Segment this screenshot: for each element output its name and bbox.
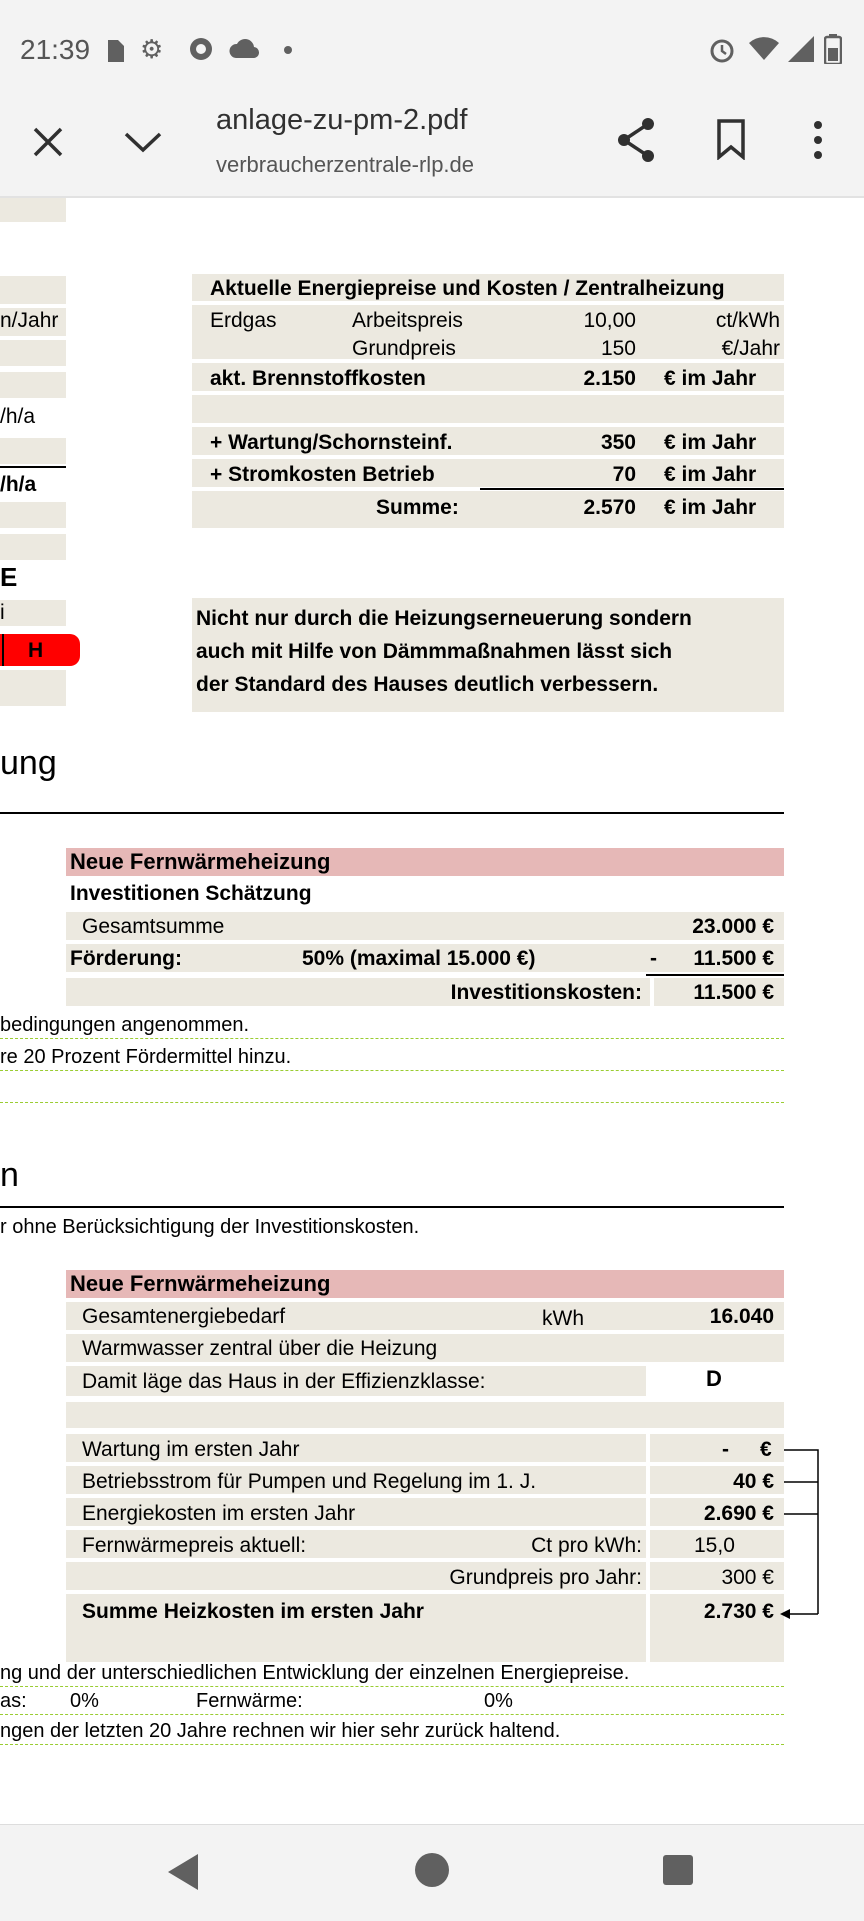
strom-label: + Stromkosten Betrieb xyxy=(210,463,435,486)
foerder-sign: - xyxy=(650,947,657,970)
strom-value: 70 xyxy=(612,463,636,486)
foerder-label: Förderung: xyxy=(70,947,182,970)
klasse-value: D xyxy=(706,1366,722,1391)
close-icon[interactable] xyxy=(30,124,66,160)
sim-card-icon xyxy=(104,38,126,64)
gesamt-label: Gesamtsumme xyxy=(82,915,225,938)
more-notifications-icon xyxy=(284,46,292,54)
section-heading: n xyxy=(0,1156,19,1194)
status-time: 21:39 xyxy=(20,34,91,65)
energie-value: 2.690 € xyxy=(703,1502,774,1525)
left-fragment: /h/a xyxy=(0,405,36,428)
left-cell xyxy=(0,502,66,528)
dashed-rule xyxy=(0,1744,784,1745)
gesamt-value: 23.000 € xyxy=(692,915,774,938)
cloud-icon xyxy=(228,38,260,60)
row-gap xyxy=(192,423,784,427)
left-cell xyxy=(0,340,66,366)
investment-subtitle: Investitionen Schätzung xyxy=(70,882,312,905)
wartung-label: Wartung im ersten Jahr xyxy=(82,1438,300,1461)
wifi-icon xyxy=(748,36,780,62)
note-text: re 20 Prozent Fördermittel hinzu. xyxy=(0,1046,292,1068)
summe-unit: € im Jahr xyxy=(664,496,757,519)
foerder-value: 11.500 € xyxy=(693,947,774,970)
strom-value: 40 € xyxy=(733,1470,774,1493)
note-line-3: der Standard des Hauses deutlich verbessern. xyxy=(196,673,659,696)
chrome-icon xyxy=(188,36,214,62)
sum-bracket-arrow xyxy=(776,1438,836,1628)
brennstoff-unit: € im Jahr xyxy=(664,367,757,390)
investment-title: Neue Fernwärmeheizung xyxy=(70,849,331,874)
bedarf-value: 16.040 xyxy=(709,1305,774,1328)
wartung-unit: € im Jahr xyxy=(664,431,757,454)
left-cell xyxy=(0,276,66,304)
price-trend-gas-value: 0% xyxy=(70,1690,99,1712)
document-title: anlage-zu-pm-2.pdf xyxy=(216,104,468,136)
battery-icon xyxy=(824,34,842,64)
summe-value: 2.730 € xyxy=(703,1600,774,1623)
grundpreis-label: Grundpreis xyxy=(352,337,456,360)
pdf-page[interactable] xyxy=(0,198,864,1824)
divider xyxy=(0,466,66,468)
summe-label: Summe Heizkosten im ersten Jahr xyxy=(82,1600,424,1623)
wartung-unit: € xyxy=(760,1438,772,1461)
bedarf-label: Gesamtenergiebedarf xyxy=(82,1305,286,1328)
note-line-2: auch mit Hilfe von Dämmmaßnahmen lässt sich xyxy=(196,640,673,663)
grund-label: Grundpreis pro Jahr: xyxy=(449,1566,642,1589)
brennstoff-label: akt. Brennstoffkosten xyxy=(210,367,426,390)
energie-label: Energiekosten im ersten Jahr xyxy=(82,1502,356,1525)
dashed-rule xyxy=(0,1102,784,1103)
back-icon[interactable] xyxy=(164,1852,200,1892)
alarm-icon xyxy=(708,36,736,64)
price-trend-district-label: Fernwärme: xyxy=(196,1690,303,1712)
dashed-rule xyxy=(0,1714,784,1715)
home-icon[interactable] xyxy=(414,1852,450,1888)
dashed-rule xyxy=(0,1686,784,1687)
left-fragment: n/Jahr xyxy=(0,308,66,336)
left-fragment: i xyxy=(0,600,66,626)
note-text: ng und der unterschiedlichen Entwicklung der einzelnen Energiepreise. xyxy=(0,1662,630,1684)
left-cell xyxy=(0,198,66,222)
bookmark-icon[interactable] xyxy=(714,118,748,160)
arbeitspreis-label: Arbeitspreis xyxy=(352,309,463,332)
preis-unit: Ct pro kWh: xyxy=(531,1534,642,1557)
arbeitspreis-unit: ct/kWh xyxy=(715,309,780,332)
status-bar xyxy=(0,0,864,100)
grundpreis-unit: €/Jahr xyxy=(721,337,780,360)
sum-line xyxy=(646,974,784,976)
summe-value: 2.570 xyxy=(583,496,636,519)
invest-label: Investitionskosten: xyxy=(450,981,642,1004)
section-rule xyxy=(0,1206,784,1208)
running-title: Neue Fernwärmeheizung xyxy=(70,1271,331,1296)
arbeitspreis-value: 10,00 xyxy=(583,309,636,332)
preis-value: 15,0 xyxy=(694,1534,735,1557)
chevron-down-icon[interactable] xyxy=(122,126,164,156)
wartung-value: - xyxy=(722,1438,729,1461)
wartung-label: + Wartung/Schornsteinf. xyxy=(210,431,453,454)
left-cell xyxy=(0,670,66,706)
warmwasser: Warmwasser zentral über die Heizung xyxy=(82,1337,438,1360)
efficiency-class-label: H xyxy=(28,639,44,662)
energy-costs-title: Aktuelle Energiepreise und Kosten / Zentralheizung xyxy=(210,277,725,300)
note-text: ngen der letzten 20 Jahre rechnen wir hier sehr zurück haltend. xyxy=(0,1720,561,1742)
share-icon[interactable] xyxy=(614,116,658,164)
document-source: verbraucherzentrale-rlp.de xyxy=(216,152,475,177)
brennstoff-value: 2.150 xyxy=(583,367,636,390)
foerder-desc: 50% (maximal 15.000 €) xyxy=(302,947,536,970)
signal-icon xyxy=(788,36,814,62)
preis-label: Fernwärmepreis aktuell: xyxy=(82,1534,307,1557)
grund-value: 300 € xyxy=(721,1566,774,1589)
note-line-1: Nicht nur durch die Heizungserneuerung sondern xyxy=(196,607,692,630)
summe-label: Summe: xyxy=(376,496,459,519)
bedarf-unit: kWh xyxy=(542,1307,584,1330)
strom-unit: € im Jahr xyxy=(664,463,757,486)
left-fragment: /h/a xyxy=(0,473,37,496)
left-cell xyxy=(0,534,66,560)
section-rule xyxy=(0,812,784,814)
dashed-rule xyxy=(0,1038,784,1039)
fuel-label: Erdgas xyxy=(210,309,277,332)
invest-value: 11.500 € xyxy=(693,981,774,1004)
section-heading: ung xyxy=(0,744,57,782)
note-text: r ohne Berücksichtigung der Investitionskosten. xyxy=(0,1216,420,1238)
price-trend-district-value: 0% xyxy=(484,1690,513,1712)
left-fragment: E xyxy=(0,562,18,592)
settings-icon: ⚙ xyxy=(140,34,164,64)
strom-label: Betriebsstrom für Pumpen und Regelung im 1. J. xyxy=(82,1470,537,1493)
wartung-value: 350 xyxy=(600,431,636,454)
klasse-label: Damit läge das Haus in der Effizienzklasse: xyxy=(82,1370,486,1393)
dashed-rule xyxy=(0,1070,784,1071)
left-cell xyxy=(0,372,66,398)
note-text: bedingungen angenommen. xyxy=(0,1014,250,1036)
divider xyxy=(2,634,4,666)
grundpreis-value: 150 xyxy=(600,337,636,360)
recents-icon[interactable] xyxy=(662,1854,694,1886)
price-trend-gas-label: as: xyxy=(0,1690,27,1712)
table-row xyxy=(66,1402,784,1428)
more-options-icon[interactable] xyxy=(810,120,826,160)
sum-line xyxy=(480,488,784,490)
left-cell xyxy=(0,438,66,464)
